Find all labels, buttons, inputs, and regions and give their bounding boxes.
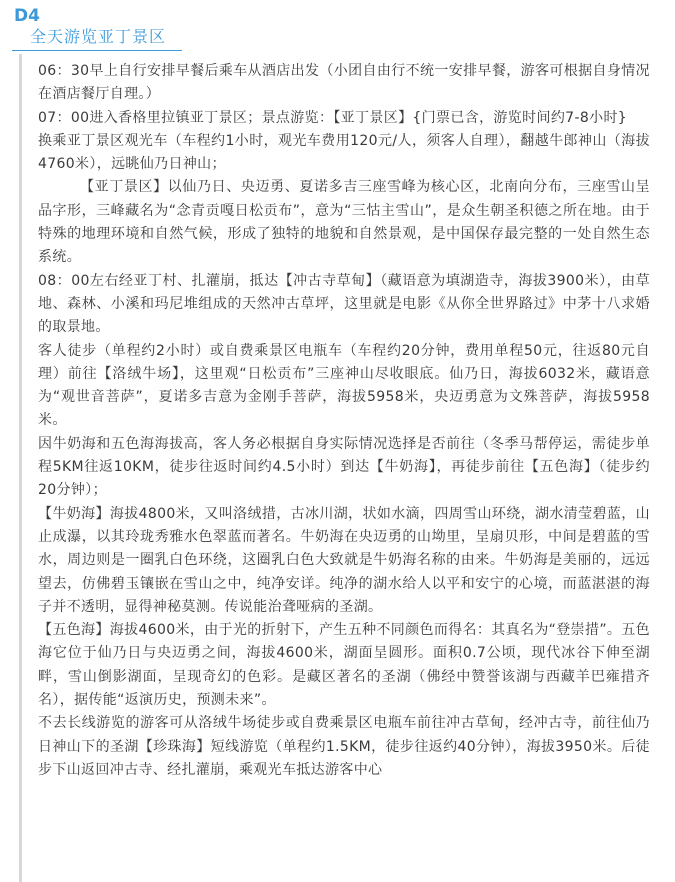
paragraph-shuttle-bus: 换乘亚丁景区观光车（车程约1小时，观光车费用120元/人，须客人自理），翻越牛郎神山（海拔4760米），远眺仙乃日神山； — [38, 132, 650, 173]
paragraph-five-color-lake: 【五色海】海拔4600米，由于光的折射下，产生五种不同颜色而得名：其真名为“登崇措”。五色海它位于仙乃日与央迈勇之间，海拔4600米，湖面呈圆形。面积0.7公顷，现代冰谷下伸至湖畔，雪山倒影湖面，呈现奇幻的色彩。是藏区著名的圣湖（佛经中赞誉该湖与西藏羊巴雍措齐名），据传能“返演历史，预测未来”。 — [38, 622, 650, 709]
paragraph-altitude-warning: 因牛奶海和五色海海拔高，客人务必根据自身实际情况选择是否前往（冬季马帮停运，需徒步单程5KM往返10KM，徒步往返时间约4.5小时）到达【牛奶海】，再徒步前往【五色海】（徒步约20分钟）； — [38, 435, 650, 499]
paragraph-chonggu-meadow: 08：00左右经亚丁村、扎灌崩，抵达【冲古寺草甸】（藏语意为填湖造寺，海拔3900米），由草地、森林、小溪和玛尼堆组成的天然冲古草坪，这里就是电影《从你全世界路过》中茅十八求婚的取景地。 — [38, 272, 650, 336]
paragraph-yading-intro: 【亚丁景区】以仙乃日、央迈勇、夏诺多吉三座雪峰为核心区，北南向分布，三座雪山呈品字形，三峰藏名为“念青贡嘎日松贡布”，意为“三怙主雪山”，是众生朝圣积德之所在地。由于特殊的地理环境和自然气候，形成了独特的地貌和自然景观，是中国保存最完整的一处自然生态系统。 — [38, 179, 650, 266]
day-badge: D4 — [14, 6, 40, 26]
timeline-rule — [19, 54, 22, 882]
day-title: 全天游览亚丁景区 — [30, 27, 167, 46]
paragraph-luorong-ranch: 客人徒步（单程约2小时）或自费乘景区电瓶车（车程约20分钟，费用单程50元，往返80元自理）前往【洛绒牛场】，这里观“日松贡布”三座神山尽收眼底。仙乃日，海拔6032米，藏语意为“观世音菩萨”，夏诺多吉意为金刚手菩萨，海拔5958米，央迈勇意为文殊菩萨，海拔5958米。 — [38, 342, 650, 429]
paragraph-departure: 06：30早上自行安排早餐后乘车从酒店出发（小团自由行不统一安排早餐，游客可根据自身情况在酒店餐厅自理。） — [38, 63, 650, 103]
paragraph-pearl-lake: 不去长线游览的游客可从洛绒牛场徒步或自费乘景区电瓶车前往冲古草甸，经冲古寺，前往仙乃日神山下的圣湖【珍珠海】短线游览（单程约1.5KM，徒步往返约40分钟），海拔3950米。后徒步下山返回冲古寺、经扎灌崩，乘观光车抵达游客中心 — [38, 715, 650, 778]
header-underline — [12, 50, 182, 51]
itinerary-body — [38, 60, 650, 782]
paragraph-enter-scenic-area: 07：00进入香格里拉镇亚丁景区；景点游览：【亚丁景区】{门票已含，游览时间约7-8小时} — [38, 109, 628, 126]
paragraph-milk-lake: 【牛奶海】海拔4800米，又叫洛绒措，古冰川湖，状如水滴，四周雪山环绕，湖水清莹碧蓝，山止成瀑，以其玲珑秀雅水色翠蓝而著名。牛奶海在央迈勇的山坳里，呈扇贝形，中间是碧蓝的雪水，周边则是一圈乳白色环绕，这圈乳白色大致就是牛奶海名称的由来。牛奶海是美丽的，远远望去，仿佛碧玉镶嵌在雪山之中，纯净安详。纯净的湖水给人以平和安宁的心境，而蓝湛湛的海子并不透明，显得神秘莫测。传说能治聋哑病的圣湖。 — [38, 505, 650, 615]
day-header — [12, 6, 192, 48]
